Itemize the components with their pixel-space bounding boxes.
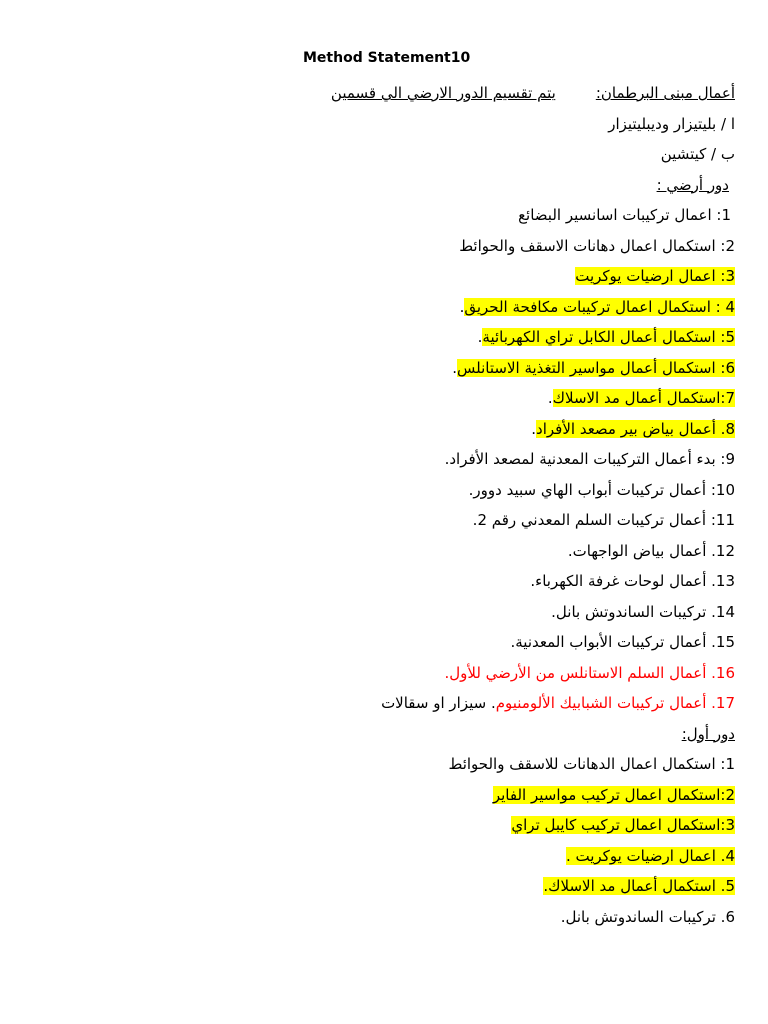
list-item: 15. أعمال تركيبات الأبواب المعدنية. (510, 633, 735, 651)
list-item: 11: أعمال تركيبات السلم المعدني رقم 2. (472, 511, 735, 529)
period: . (452, 358, 458, 377)
list-item: 13. أعمال لوحات غرفة الكهرباء. (530, 572, 735, 590)
period: . (547, 389, 553, 407)
list-item (60, 841, 735, 872)
highlighted-text: 8. أعمال بياض بير مصعد الأفراد (536, 419, 735, 438)
part-a: ا / بليتيزار وديبليتيزار (608, 114, 735, 133)
highlighted-text: 3: اعمال ارضيات يوكريت (575, 267, 735, 285)
list-item: 16. أعمال السلم الاستانلس من الأرضي للأول. (444, 663, 735, 682)
list-item (60, 322, 735, 353)
ground-floor-heading (60, 170, 735, 201)
highlighted-text: 6: استكمال أعمال مواسير التغذية الاستانلس (457, 358, 735, 377)
list-item (60, 780, 735, 811)
highlighted-text: 5. استكمال أعمال مد الاسلاك. (543, 877, 735, 895)
list-item: 9: بدء أعمال التركيبات المعدنية لمصعد الأفراد. (444, 450, 735, 468)
document-title: Method Statement10 (303, 50, 471, 66)
part-b: ب / كيتشين (660, 145, 735, 163)
list-item: 6. تركيبات الساندوتش بانل. (560, 907, 735, 926)
list-item (60, 292, 735, 323)
header-line (60, 78, 735, 109)
first-floor-heading (60, 719, 735, 750)
highlighted-text: 2:استكمال اعمال تركيب مواسير الفاير (492, 785, 735, 804)
list-item (60, 353, 735, 384)
header-label: أعمال مبنى البرطمان: (595, 84, 735, 102)
first-floor-heading-text: دور أول: (681, 724, 735, 743)
period: . (477, 328, 483, 346)
list-item (60, 688, 735, 719)
period: . (531, 419, 537, 438)
red-text: 17. أعمال تركيبات الشبابيك الألومنيوم (495, 694, 735, 712)
highlighted-text: 3:استكمال اعمال تركيب كايبل تراي (511, 816, 735, 834)
list-item: 12. أعمال بياض الواجهات. (567, 541, 735, 560)
highlighted-text: 4. اعمال ارضيات يوكريت . (565, 846, 735, 865)
list-item (60, 871, 735, 902)
highlighted-text: 5: استكمال أعمال الكابل تراي الكهربائية (482, 328, 735, 346)
period: . (459, 297, 465, 316)
header-text: يتم تقسيم الدور الارضي الي قسمين (330, 84, 556, 102)
list-item: 10: أعمال تركيبات أبواب الهاي سبيد دوور. (468, 480, 735, 499)
highlighted-text: 7:استكمال أعمال مد الاسلاك (552, 389, 735, 407)
plain-text: . سيزار او سقالات (381, 694, 496, 712)
list-item: 1: استكمال اعمال الدهانات للاسقف والحوائط (448, 755, 735, 773)
list-item: 1: اعمال تركيبات اسانسير البضائع (518, 206, 731, 224)
list-item (60, 261, 735, 292)
list-item (60, 414, 735, 445)
list-item (60, 810, 735, 841)
highlighted-text: 4 : استكمال اعمال تركيبات مكافحة الحريق (464, 297, 735, 316)
ground-floor-heading-text: دور أرضي : (656, 175, 729, 194)
document-body (60, 78, 735, 932)
list-item (60, 383, 735, 414)
list-item: 14. تركيبات الساندوتش بانل. (551, 602, 735, 621)
list-item: 2: استكمال اعمال دهانات الاسقف والحوائط (459, 236, 735, 255)
